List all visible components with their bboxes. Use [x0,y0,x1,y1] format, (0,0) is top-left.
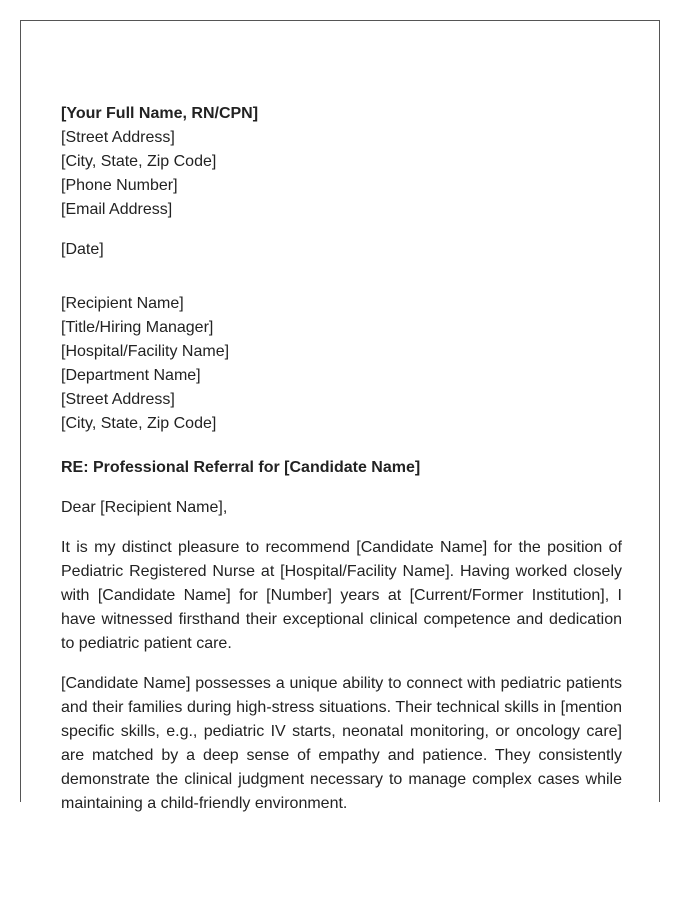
body-paragraph-1-block [61,536,622,656]
body-paragraph-1: It is my distinct pleasure to recommend [Candidate Name] for the position of Pediatric Registered Nurse at [Hospital/Facility Name]. Having worked closely with [Candidate Name] for [Number] years at [Current/Former Institution], I have witnessed firsthand their exceptional clinical competence and dedication to pediatric patient care. [61,539,622,652]
recipient-facility: [Hospital/Facility Name] [61,343,230,360]
body-paragraph-2-block [61,672,622,816]
recipient-block [61,292,622,436]
sender-block [61,102,622,222]
recipient-title: [Title/Hiring Manager] [61,319,214,336]
salutation-block [61,496,622,520]
letter-content [61,102,622,816]
letter-page [20,20,660,812]
sender-city: [City, State, Zip Code] [61,153,217,170]
subject-block [61,456,622,480]
recipient-street: [Street Address] [61,391,175,408]
sender-phone: [Phone Number] [61,177,178,194]
body-paragraph-2: [Candidate Name] possesses a unique ability to connect with pediatric patients and their families during high-stress situations. Their technical skills in [mention specific skills, e.g., pediatric IV starts, neonatal monitoring, or oncology care] are matched by a deep sense of empathy and patience. They consistently demonstrate the clinical judgment necessary to manage complex cases while maintaining a child-friendly environment. [61,675,622,812]
recipient-name: [Recipient Name] [61,295,184,312]
subject-line: RE: Professional Referral for [Candidate Name] [61,459,421,476]
recipient-city: [City, State, Zip Code] [61,415,217,432]
sender-name: [Your Full Name, RN/CPN] [61,105,259,122]
sender-street: [Street Address] [61,129,175,146]
sender-email: [Email Address] [61,201,173,218]
recipient-department: [Department Name] [61,367,201,384]
letter-date: [Date] [61,241,104,258]
salutation: Dear [Recipient Name], [61,499,228,516]
date-block [61,238,622,262]
